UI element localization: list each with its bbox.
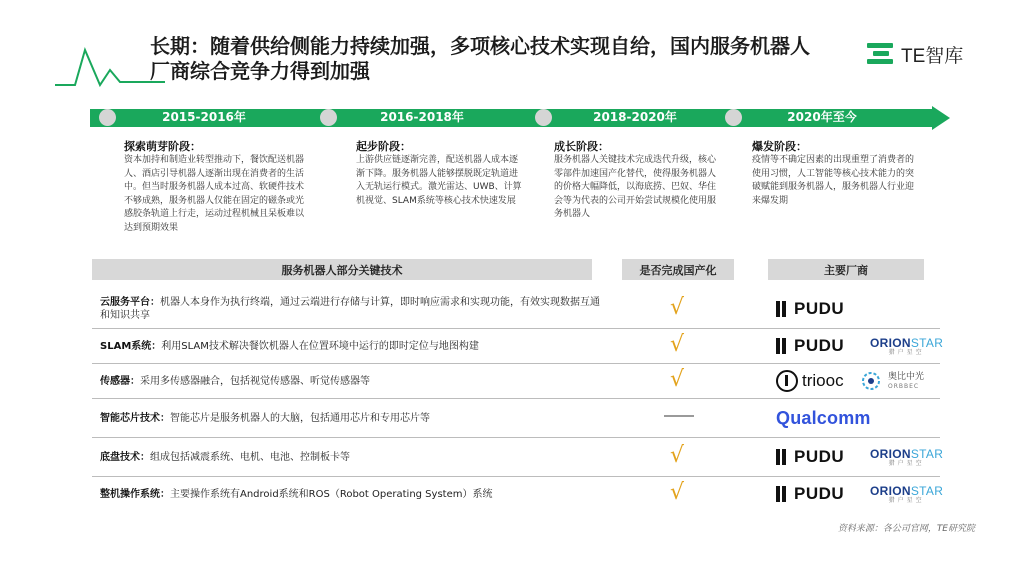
table-row: [92, 399, 940, 438]
logo-text: TE智库: [901, 45, 964, 67]
check-icon: √: [670, 480, 685, 505]
vendor-name: PUDU: [794, 484, 845, 503]
orion-sub-text: 猎户星空: [888, 496, 925, 504]
vendor-orbbec-logo: [858, 368, 924, 394]
vendor-name: ORIONSTAR: [870, 446, 944, 461]
vendor-name: 奥比中光: [888, 371, 925, 382]
check-icon: √: [670, 295, 685, 320]
te-logo-icon: [867, 43, 895, 65]
triooc-icon: [776, 370, 798, 392]
te-logo: [867, 42, 963, 66]
vendor-pudu-logo: [776, 298, 844, 320]
page-title-line2: 厂商综合竞争力得到加强: [150, 59, 370, 83]
pudu-icon: [776, 486, 788, 502]
table-row: [92, 364, 940, 399]
timeline-dot: [725, 109, 742, 126]
timeline-period: 2016-2018年: [380, 110, 464, 124]
page-title: [150, 34, 850, 84]
pudu-icon: [776, 449, 788, 465]
stage-desc: 上游供应链逐渐完善，配送机器人成本逐渐下降。服务机器人能够摆脱既定轨道进入无轨运行模式。激光雷达、UWB、计算机视觉、SLAM系统等核心技术快速发展: [356, 155, 522, 206]
check-icon: √: [670, 332, 685, 357]
table-header-localized: 是否完成国产化: [622, 259, 734, 280]
timeline-dot: [320, 109, 337, 126]
table-row: [92, 290, 940, 329]
stage-desc: 疫情等不确定因素的出现重塑了消费者的使用习惯，人工智能等核心技术能力的突破赋能到服务机器人，服务机器人行业迎来爆发期: [752, 155, 915, 206]
row-text: [100, 438, 600, 476]
vendor-name: PUDU: [794, 299, 845, 318]
orbbec-en-text: ORBBEC: [888, 382, 920, 390]
table-row: [92, 329, 944, 364]
orbbec-icon: [858, 371, 884, 391]
tech-desc: 机器人本身作为执行终端，通过云端进行存储与计算，即时响应需求和实现功能，有效实现数据互通和知识共享: [100, 297, 600, 321]
pudu-icon: [776, 301, 788, 317]
table-header-tech: 服务机器人部分关键技术: [92, 259, 592, 280]
vendor-orionstar-logo: [870, 481, 943, 507]
tech-name: 传感器：: [100, 375, 140, 387]
vendor-name: ORIONSTAR: [870, 483, 944, 498]
row-text: [100, 399, 600, 437]
vendor-name: triooc: [802, 371, 844, 390]
row-text: [100, 329, 600, 363]
vendor-name: PUDU: [794, 447, 845, 466]
stage-title: 起步阶段：: [356, 140, 411, 153]
orion-sub-text: 猎户星空: [888, 348, 925, 356]
vendor-name: PUDU: [794, 336, 845, 355]
source-note: 资料来源：各公司官网，TE研究院: [837, 524, 975, 534]
stage-block: [554, 138, 724, 222]
row-text: [100, 290, 600, 328]
tech-desc: 采用多传感器融合，包括视觉传感器、听觉传感器等: [140, 375, 370, 387]
vendor-orionstar-logo: [870, 333, 943, 359]
timeline-dot: [99, 109, 116, 126]
row-text: [100, 364, 600, 398]
stage-block: [752, 138, 922, 208]
vendor-orionstar-logo: [870, 444, 943, 470]
page-title-line1: 长期：随着供给侧能力持续加强，多项核心技术实现自给，国内服务机器人: [150, 34, 810, 58]
heartbeat-line-decoration: [55, 40, 165, 90]
vendor-name: Qualcomm: [776, 407, 871, 428]
stage-desc: 资本加持和制造业转型推动下，餐饮配送机器人、酒店引导机器人逐渐出现在消费者的生活中。但当时服务机器人成本过高、软硬件技术不够成熟，服务机器人仅能在固定的磁条或光感胶条轨道上行走，运动过程机械且呆板难以达到预期效果: [124, 155, 305, 233]
tech-name: 云服务平台：: [100, 297, 160, 308]
tech-name: SLAM系统：: [100, 340, 162, 352]
timeline-dot: [535, 109, 552, 126]
tech-desc: 主要操作系统有Android系统和ROS（Robot Operating System）系统: [170, 488, 493, 500]
stage-block: [124, 138, 309, 235]
vendor-qualcomm-logo: [776, 407, 871, 429]
dash-icon: [664, 415, 694, 417]
row-text: [100, 477, 600, 511]
tech-name: 底盘技术：: [100, 451, 150, 463]
pudu-icon: [776, 338, 788, 354]
stage-title: 探索萌芽阶段：: [124, 140, 201, 153]
vendor-pudu-logo: [776, 446, 844, 468]
timeline-period: 2018-2020年: [593, 110, 677, 124]
tech-desc: 利用SLAM技术解决餐饮机器人在位置环境中运行的即时定位与地图构建: [161, 340, 479, 352]
stage-title: 成长阶段：: [554, 140, 609, 153]
stage-block: [356, 138, 526, 208]
stage-title: 爆发阶段：: [752, 140, 807, 153]
vendor-pudu-logo: [776, 483, 844, 505]
vendor-pudu-logo: [776, 335, 844, 357]
stage-desc: 服务机器人关键技术完成迭代升级，核心零部件加速国产化替代，使得服务机器人的价格大幅降低，以海底捞、巴奴、华住会等为代表的公司开始尝试规模化使用服务机器人: [554, 155, 717, 219]
check-icon: √: [670, 443, 685, 468]
timeline-period: 2015-2016年: [162, 110, 246, 124]
table-row: [92, 477, 944, 511]
tech-desc: 智能芯片是服务机器人的大脑，包括通用芯片和专用芯片等: [170, 412, 430, 424]
table-row: [92, 438, 944, 477]
vendor-name: ORIONSTAR: [870, 335, 944, 350]
timeline-period: 2020年至今: [787, 110, 857, 124]
tech-name: 智能芯片技术：: [100, 412, 170, 424]
orion-sub-text: 猎户星空: [888, 459, 925, 467]
vendor-triooc-logo: [776, 370, 844, 392]
tech-desc: 组成包括减震系统、电机、电池、控制板卡等: [150, 451, 350, 463]
tech-name: 整机操作系统：: [100, 488, 170, 500]
check-icon: √: [670, 367, 685, 392]
table-header-vendors: 主要厂商: [768, 259, 924, 280]
